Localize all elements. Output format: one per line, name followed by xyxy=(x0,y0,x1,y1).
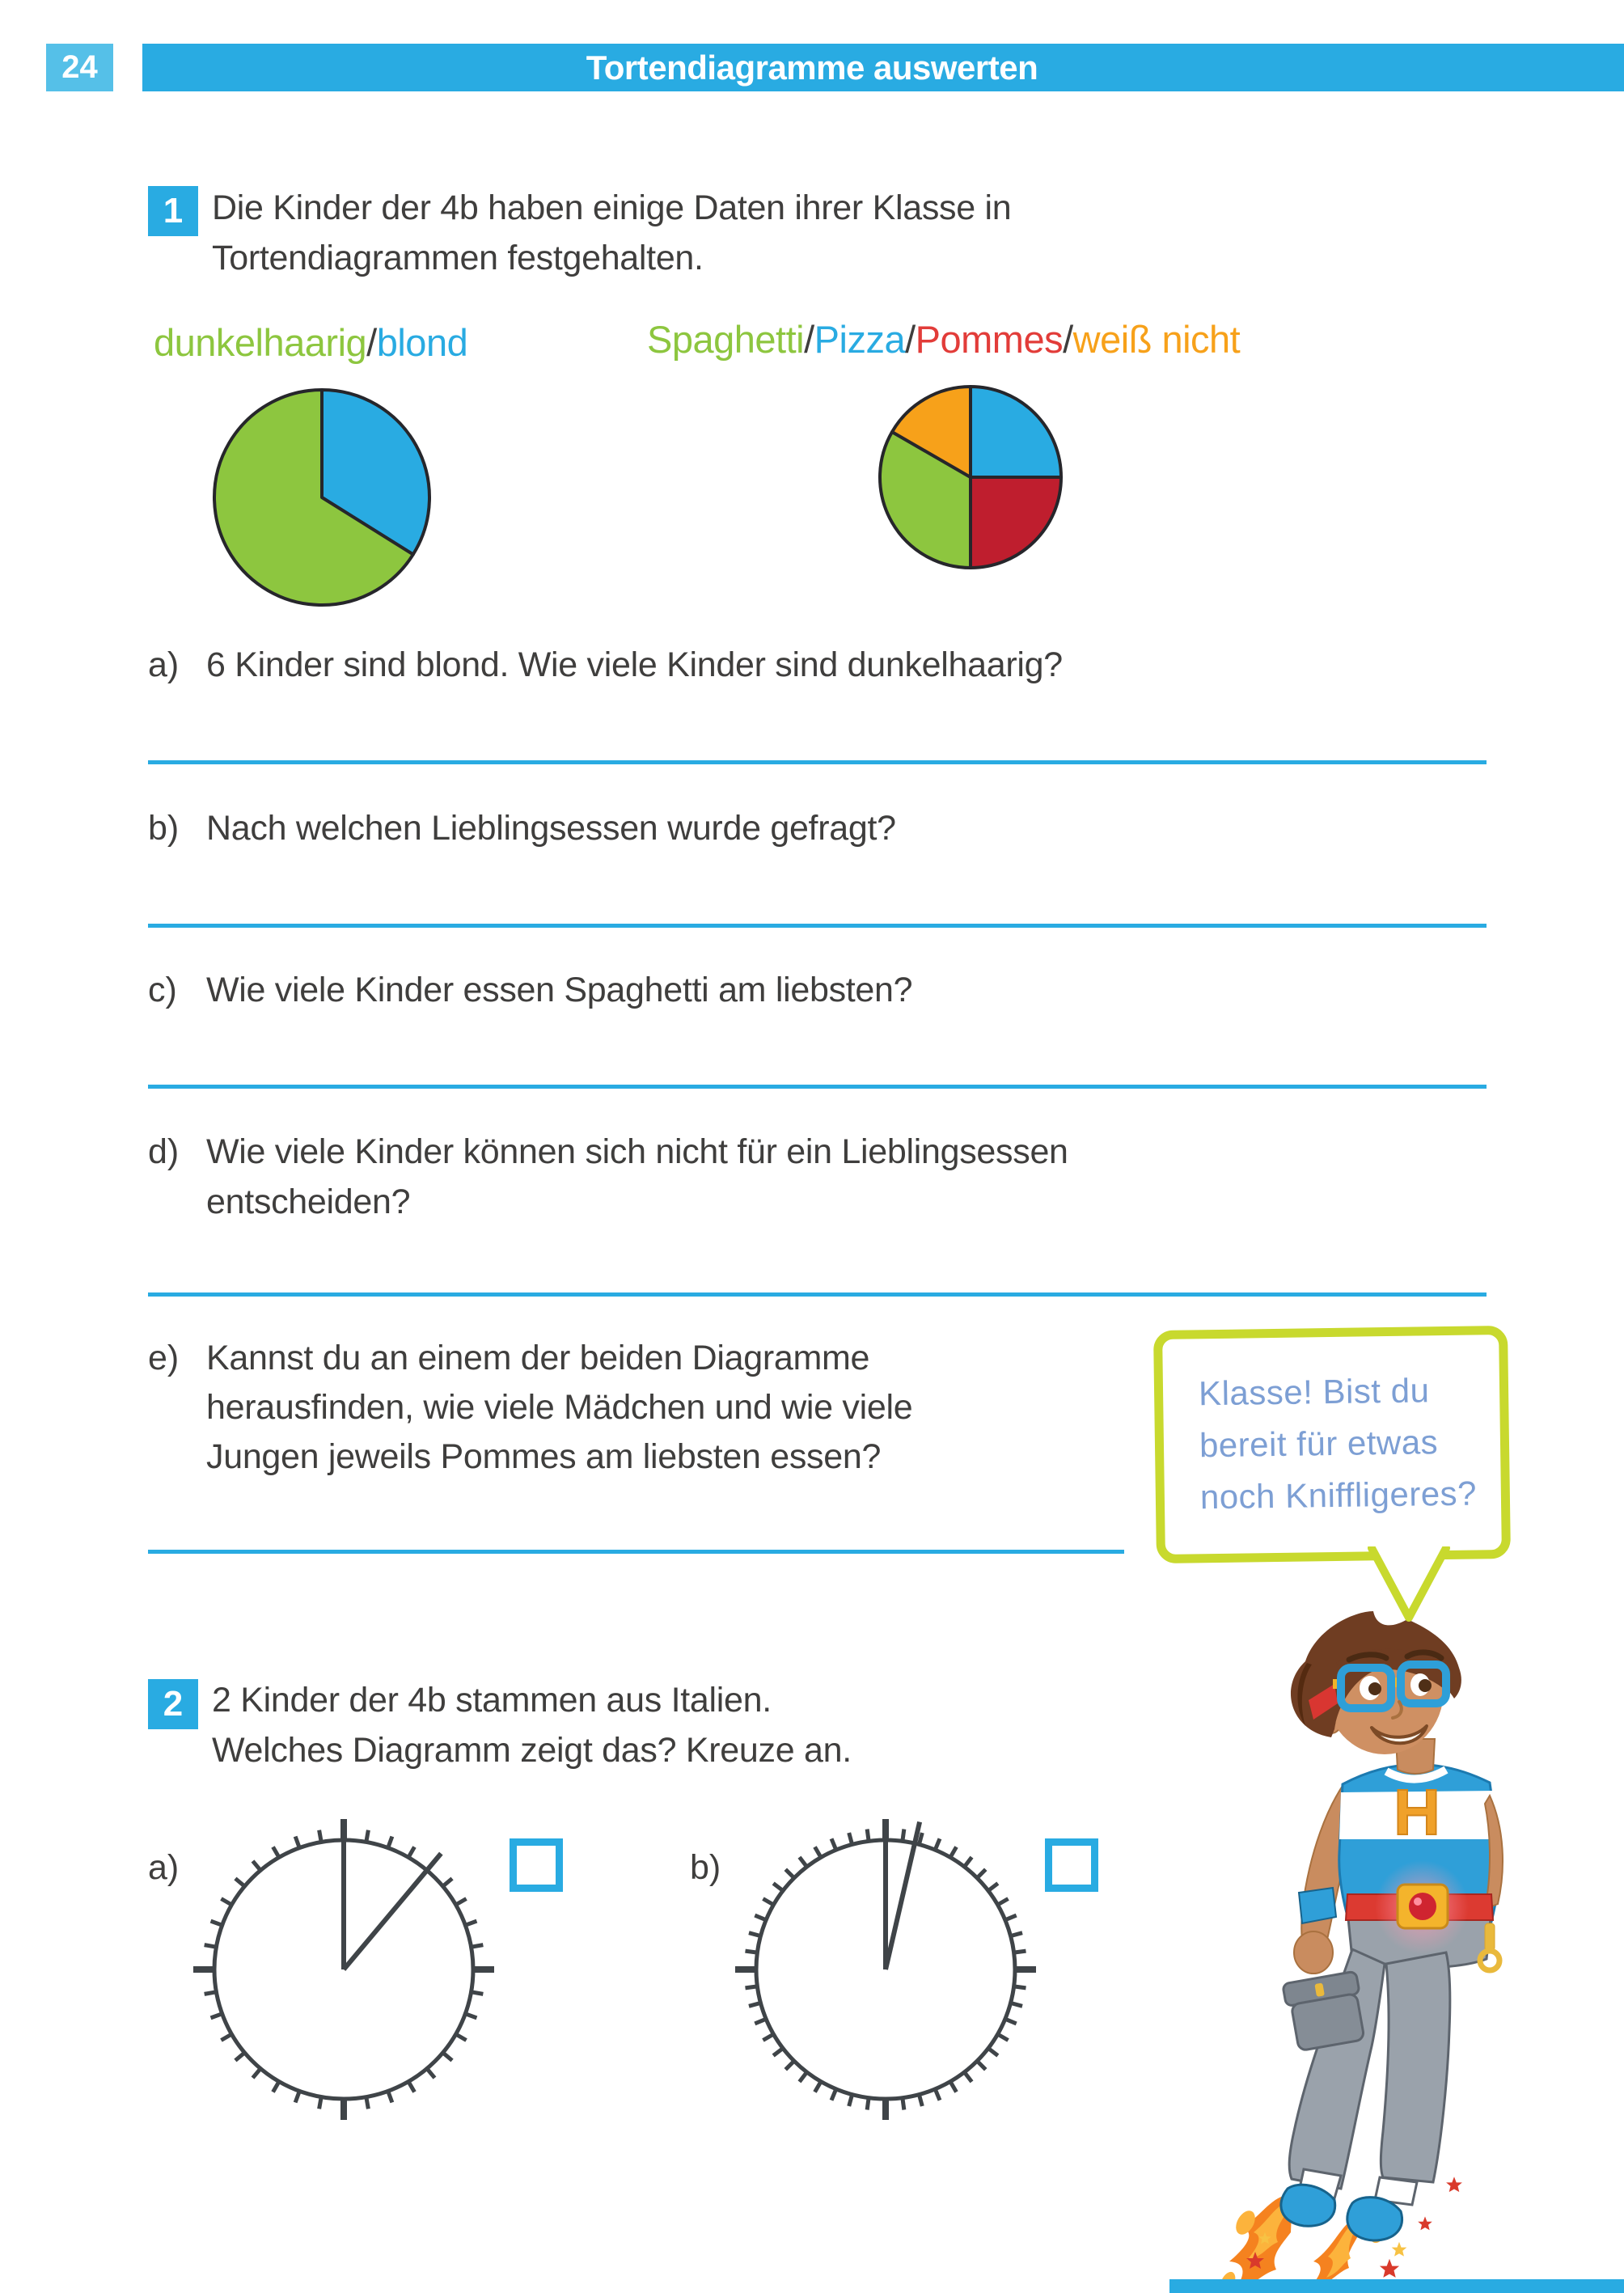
tick-mark xyxy=(235,1879,246,1888)
question-b-label: b) xyxy=(148,809,180,848)
tick-mark xyxy=(903,2096,904,2110)
task1-number: 1 xyxy=(163,191,184,231)
shirt-letter: H xyxy=(1394,1776,1440,1848)
tick-mark xyxy=(253,1861,262,1872)
speech-bubble-tail xyxy=(1365,1546,1454,1629)
answer-line-c[interactable] xyxy=(148,1085,1487,1089)
legend-food-pizza: Pizza xyxy=(814,318,906,361)
task2-text-line1: 2 Kinder der 4b stammen aus Italien. xyxy=(212,1681,772,1720)
tick-mark xyxy=(963,2071,971,2081)
wristband xyxy=(1299,1888,1336,1923)
tick-mark xyxy=(205,1945,218,1948)
question-c-label: c) xyxy=(148,971,177,1009)
tick-mark xyxy=(799,2071,807,2081)
speech-bubble-line1: Klasse! Bist du xyxy=(1198,1371,1430,1413)
legend-food-pommes: Pommes xyxy=(915,318,1064,361)
tick-circle-option-b xyxy=(724,1808,1047,2131)
pie-slice-Pizza xyxy=(971,387,1061,477)
tick-mark xyxy=(319,2096,322,2109)
checkbox-option-a[interactable] xyxy=(510,1838,563,1892)
tick-circle-option-a xyxy=(182,1808,505,2131)
tick-mark xyxy=(745,1986,759,1988)
tick-mark xyxy=(745,1951,759,1952)
tick-mark xyxy=(785,1869,795,1879)
tick-mark xyxy=(773,2047,784,2055)
legend-separator: / xyxy=(905,318,916,361)
answer-line-d[interactable] xyxy=(148,1292,1487,1297)
speech-bubble xyxy=(1153,1326,1511,1563)
speech-bubble-line2: bereit für etwas xyxy=(1199,1422,1439,1465)
legend-food xyxy=(647,317,1240,362)
task1-text-line2: Tortendiagrammen festgehalten. xyxy=(212,239,704,277)
tick-mark xyxy=(319,1830,322,1844)
tick-mark xyxy=(799,1857,807,1868)
task2-text-line2: Welches Diagramm zeigt das? Kreuze an. xyxy=(212,1731,852,1770)
answer-line-a[interactable] xyxy=(148,760,1487,764)
pie-slice-Pommes xyxy=(971,477,1061,568)
tick-mark xyxy=(976,2060,986,2070)
tick-mark xyxy=(426,2067,435,2078)
legend-separator: / xyxy=(366,321,377,364)
tick-mark xyxy=(235,2052,246,2061)
legend-food-weiss-nicht: weiß nicht xyxy=(1072,318,1241,361)
legend-hair-blond: blond xyxy=(376,321,468,364)
question-e-label: e) xyxy=(148,1339,180,1377)
task1-text-line1: Die Kinder der 4b haben einige Daten ihrer Klasse in xyxy=(212,188,1012,227)
legend-hair-dunkelhaarig: dunkelhaarig xyxy=(154,321,367,364)
answer-line-b[interactable] xyxy=(148,924,1487,928)
legend-separator: / xyxy=(804,318,814,361)
tick-mark xyxy=(205,1991,218,1994)
question-b-text: Nach welchen Lieblingsessen wurde gefragt? xyxy=(206,809,896,848)
cargo-pocket xyxy=(1283,1971,1368,2052)
question-c-text: Wie viele Kinder essen Spaghetti am liebsten? xyxy=(206,971,913,1009)
page-title: Tortendiagramme auswerten xyxy=(586,48,1038,87)
task1-number-badge xyxy=(148,186,198,236)
tick-mark xyxy=(987,2047,997,2055)
tick-mark xyxy=(987,1883,997,1891)
tick-mark xyxy=(366,2096,368,2109)
tick-mark xyxy=(366,1830,368,1844)
task2-number: 2 xyxy=(163,1684,184,1724)
question-d-text-line1: Wie viele Kinder können sich nicht für ein Lieblingsessen xyxy=(206,1132,1068,1171)
tick-mark xyxy=(1013,1986,1026,1988)
question-a-label: a) xyxy=(148,645,180,684)
tick-mark xyxy=(773,1883,784,1891)
option-b-label: b) xyxy=(690,1848,721,1887)
page-number: 24 xyxy=(61,49,98,85)
tick-mark xyxy=(470,1991,484,1994)
legend-hair xyxy=(154,320,467,365)
pie-chart-hair xyxy=(208,383,436,611)
tick-mark xyxy=(442,1879,452,1888)
question-d-text-line2: entscheiden? xyxy=(206,1182,411,1221)
question-e-text-line2: herausfinden, wie viele Mädchen und wie viele xyxy=(206,1388,913,1427)
legend-food-spaghetti: Spaghetti xyxy=(647,318,805,361)
pie-chart-food xyxy=(873,380,1068,574)
tick-mark xyxy=(785,2060,795,2070)
tick-mark xyxy=(442,2052,452,2061)
mascot-character xyxy=(1213,1610,1624,2293)
question-e-text-line3: Jungen jeweils Pommes am liebsten essen? xyxy=(206,1437,882,1476)
tick-mark xyxy=(253,2067,262,2078)
tick-mark xyxy=(867,1829,869,1842)
checkbox-option-b[interactable] xyxy=(1045,1838,1098,1892)
option-a-label: a) xyxy=(148,1848,180,1887)
tick-mark xyxy=(470,1945,484,1948)
tick-mark xyxy=(963,1857,971,1868)
question-a-text: 6 Kinder sind blond. Wie viele Kinder sind dunkelhaarig? xyxy=(206,645,1063,684)
bottom-accent-bar xyxy=(1169,2279,1624,2293)
legend-separator: / xyxy=(1063,318,1073,361)
question-d-label: d) xyxy=(148,1132,180,1171)
tick-mark xyxy=(867,2096,869,2110)
task2-number-badge xyxy=(148,1679,198,1729)
answer-line-e[interactable] xyxy=(148,1550,1124,1554)
question-e-text-line1: Kannst du an einem der beiden Diagramme xyxy=(206,1339,870,1377)
tick-mark xyxy=(1013,1951,1026,1952)
speech-bubble-line3: noch Kniffligeres? xyxy=(1199,1474,1478,1516)
tick-mark xyxy=(976,1869,986,1879)
tick-mark xyxy=(903,1829,904,1842)
